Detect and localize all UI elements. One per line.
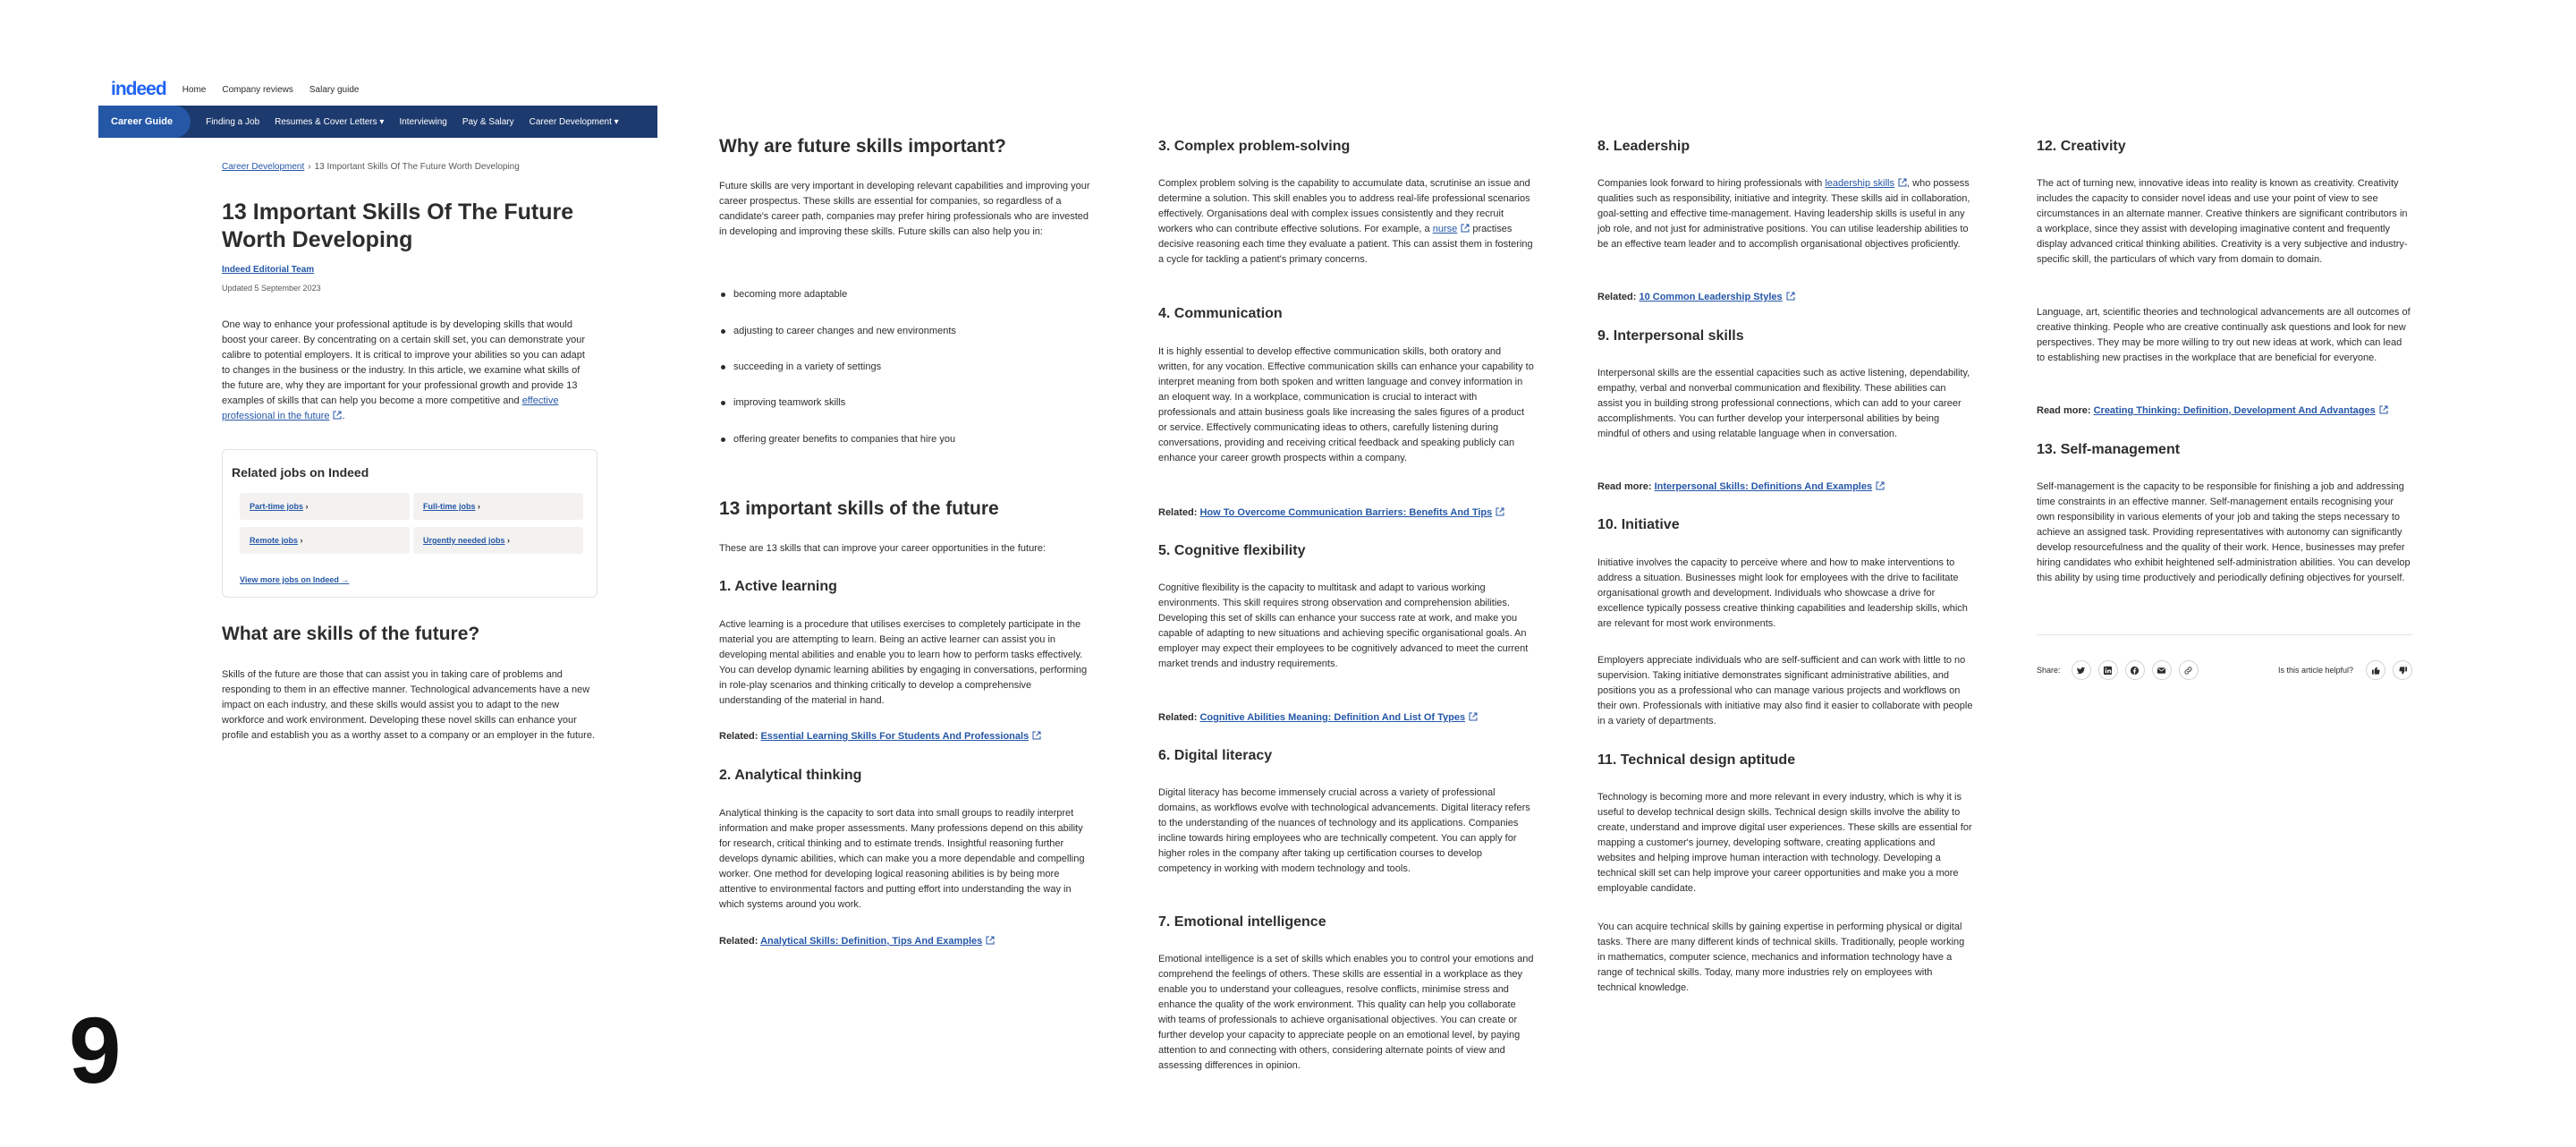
external-link-icon — [1786, 292, 1795, 301]
creativity-text: The act of turning new, innovative ideas into reality is known as creativity. Creativity includes the capacity to consider novel ideas and use your point of view to see circumstances in an alternate manner. Creative thinkers are significant contributors in a workplace, since they assist with developing imaginative content and frequently display advanced critical thinking abilities. Creativity is a very subjective and industry-specific skill, the particulars of which vary from domain to domain. — [2037, 178, 2408, 265]
heading-leadership: 8. Leadership — [1597, 139, 1690, 154]
active-learning-text: Active learning is a procedure that utilises exercises to completely participate in the material you are attempting to learn. Being an active learner can assist you in developing mental abilities and enable you to learn how to perform tasks effectively. You can develop dynamic learning abilities by engaging in conversations, performing in role-play scenarios and thinking critically to develop a comprehensive understanding of the material in hand. — [719, 619, 1088, 706]
job-chip-part-time[interactable]: Part-time jobs › — [240, 493, 410, 520]
job-chip-urgent[interactable]: Urgently needed jobs › — [413, 527, 583, 554]
career-guide-tab[interactable]: Career Guide — [98, 106, 191, 138]
related-link-row: Related: Cognitive Abilities Meaning: Definition And List Of Types — [1158, 712, 1478, 723]
list-item: improving teamwork skills — [721, 397, 845, 408]
related-link-row: Related: 10 Common Leadership Styles — [1597, 292, 1795, 302]
list-item: adjusting to career changes and new environments — [721, 326, 956, 336]
indeed-logo[interactable]: indeed — [111, 79, 166, 99]
list-item: offering greater benefits to companies that hire you — [721, 434, 955, 445]
guide-nav-interviewing[interactable]: Interviewing — [399, 116, 447, 127]
related-link-row: Read more: Creating Thinking: Definition, Development And Advantages — [2037, 405, 2388, 416]
creativity-text-2: Language, art, scientific theories and technological advancements are all outcomes of creative thinking. People who are creative continually ask questions and look for new perspectives. They may be more willing to try out new ideas at work, which can lead to establishing new practises in the workplace that are beneficial for everyone. — [2037, 307, 2411, 363]
arrow-right-icon: → — [341, 575, 350, 584]
share-label: Share: — [2037, 666, 2061, 675]
divider — [2037, 634, 2412, 635]
external-link-icon — [333, 411, 342, 420]
external-link-icon — [1876, 481, 1885, 490]
related-link-row: Read more: Interpersonal Skills: Definitions And Examples — [1597, 481, 1885, 492]
job-chip-remote[interactable]: Remote jobs › — [240, 527, 410, 554]
heading-cognitive-flexibility: 5. Cognitive flexibility — [1158, 543, 1306, 558]
heading-initiative: 10. Initiative — [1597, 517, 1680, 532]
initiative-text: Initiative involves the capacity to perceive where and how to make interventions to address a situation. Businesses might look for employees with the drive to facilitate organisational growth and development. Individuals who showcase a drive for excellence typically possess creative thinking capabilities and leadership skills, which are relevant for most work environments. — [1597, 557, 1968, 629]
share-bar — [2037, 660, 2412, 680]
heading-13-skills: 13 important skills of the future — [719, 498, 999, 519]
guide-nav-finding-a-job[interactable]: Finding a Job — [206, 116, 260, 127]
link-icon[interactable] — [2179, 660, 2199, 680]
related-link-row: Related: How To Overcome Communication Barriers: Benefits And Tips — [1158, 507, 1504, 518]
self-management-text: Self-management is the capacity to be responsible for finishing a job and addressing time constraints in an effective manner. Self-management entails recognising your own responsibility in various elements of your job and taking the steps necessary to achieve an assigned task. Providing representatives with autonomy can significantly develop resourcefulness and the quality of their work. Hence, businesses may prefer hiring candidates who exhibit heightened self-administration abilities. You can develop this ability by using time productively and periodically defining objectives for yourself. — [2037, 481, 2411, 583]
external-link-icon — [1496, 507, 1504, 516]
heading-analytical-thinking: 2. Analytical thinking — [719, 768, 862, 783]
intro-paragraph: One way to enhance your professional aptitude is by developing skills that would boost your career. By concentrating on a certain skill set, you can demonstrate your calibre to potential employers. It is critical to improve your abilities so you can adapt to changes in the business or the industry. In this article, we examine what skills of the future are, why they are important for your professional growth and provide 13 examples of skills that can help you become a more competitive and effective professional in the future . — [222, 319, 585, 421]
related-link-row: Related: Analytical Skills: Definition, Tips And Examples — [719, 936, 995, 947]
related-link-row: Related: Essential Learning Skills For Students And Professionals — [719, 731, 1041, 742]
communication-text: It is highly essential to develop effective communication skills, both oratory and written, for any vocation. Effective communication skills can enhance your capability to interpret meaning from both spoken and written language and convey information in an eloquent way. In a workplace, communication is crucial to interact with professionals and attain business goals like increasing the sales figures of a product or service. Effectively communicating ideas to others, carefully listening during conversations, providing and receiving critical feedback and speaking publicly can enhance your career growth prospects within a company. — [1158, 346, 1534, 463]
heading-why-important: Why are future skills important? — [719, 136, 1006, 157]
external-link-icon — [1461, 224, 1470, 233]
page-number: 9 — [69, 998, 122, 1103]
leadership-text: Companies look forward to hiring professionals with leadership skills , who possess qualities such as responsibility, initiative and integrity. These skills aid in collaboration, goal-setting and effective time-management. Having leadership skills is useful in any job role, and not just for administrative positions. You can utilise leadership abilities to be an effective team leader and to accomplish organisational objectives proficiently. — [1597, 178, 1970, 250]
view-more-jobs-link[interactable]: View more jobs on Indeed → — [240, 575, 350, 584]
guide-nav-resumes[interactable]: Resumes & Cover Letters ▾ — [275, 116, 385, 127]
related-learning-link[interactable]: Essential Learning Skills For Students And Professionals — [760, 731, 1041, 742]
updated-date: Updated 5 September 2023 — [222, 284, 321, 293]
job-chip-full-time[interactable]: Full-time jobs › — [413, 493, 583, 520]
career-guide-bar — [98, 106, 657, 138]
linkedin-icon[interactable] — [2098, 660, 2118, 680]
complex-problem-text: Complex problem solving is the capability to accumulate data, scrutinise an issue and determine a solution. This skill enables you to address real-life professional scenarios effectively. Organisations deal with complex issues consistently and they recruit workers who can contribute effective solutions. For example, a nurse practises decisive reasoning each time they evaluate a patient. This can assist them in fostering a cycle for tackling a patient's primary concerns. — [1158, 178, 1533, 265]
list-item: becoming more adaptable — [721, 289, 847, 300]
technical-design-text: Technology is becoming more and more relevant in every industry, which is why it is useful to develop technical design skills. Technical design skills involve the ability to create, understand and improve digital user experiences. These skills are essential for mapping a customer's journey, developing software, creating applications and websites and helping improve human interaction with technology. Developing a technical skill set can help improve your career opportunities and make you a more employable candidate. — [1597, 792, 1972, 894]
chevron-right-icon: › — [308, 162, 311, 172]
helpful-label: Is this article helpful? — [2277, 666, 2353, 675]
guide-nav-career-development[interactable]: Career Development ▾ — [529, 116, 619, 127]
related-leadership-link[interactable]: 10 Common Leadership Styles — [1639, 292, 1794, 302]
external-link-icon — [986, 936, 995, 945]
initiative-text-2: Employers appreciate individuals who are self-sufficient and can work with little to no supervision. Taking initiative demonstrates significant administrative abilities, and positions you as a professional who can manage various projects and workflows on their own. Professionals with initiative may also find it easier to collaborate with people in a variety of departments. — [1597, 655, 1973, 726]
chevron-right-icon: › — [507, 536, 511, 545]
guide-nav-pay-salary[interactable]: Pay & Salary — [462, 116, 514, 127]
nav-home[interactable]: Home — [182, 84, 207, 95]
external-link-icon — [1898, 178, 1907, 187]
page-title: 13 Important Skills Of The Future Worth Developing — [222, 200, 574, 252]
chevron-right-icon: › — [478, 502, 481, 511]
related-cognitive-link[interactable]: Cognitive Abilities Meaning: Definition And List Of Types — [1199, 712, 1478, 723]
related-communication-link[interactable]: How To Overcome Communication Barriers: Benefits And Tips — [1199, 507, 1504, 518]
chevron-right-icon: › — [300, 536, 303, 545]
nurse-link[interactable]: nurse — [1433, 224, 1470, 234]
related-analytical-link[interactable]: Analytical Skills: Definition, Tips And Examples — [760, 936, 995, 947]
chevron-down-icon: ▾ — [379, 116, 385, 127]
external-link-icon — [1469, 712, 1478, 721]
heading-self-management: 13. Self-management — [2037, 442, 2181, 457]
heading-technical-design: 11. Technical design aptitude — [1597, 752, 1796, 768]
analytical-text: Analytical thinking is the capacity to sort data into small groups to readily interpret information and make proper assessments. Many professions depend on this ability for research, critical thinking and to estimate trends. Insightful reasoning further develops dynamic abilities, which can make you a more dependable and compelling worker. One method for developing logical reasoning abilities is by being more attentive to environmental factors and putting effort into understanding the way in which systems around you work. — [719, 808, 1085, 910]
emotional-intelligence-text: Emotional intelligence is a set of skills which enables you to control your emotions and comprehend the feelings of others. These skills are essential in a workplace as they enable you to understand your colleagues, resolve conflicts, minimise stress and enhance the quality of the work environment. This quality can help you collaborate with teams of professionals to achieve organisational objectives. You can create or further develop your capacity to appreciate people on an emotional level, by paying attention to and connecting with others, considering alternate points of view and assessing differences in opinion. — [1158, 954, 1534, 1071]
interpersonal-text: Interpersonal skills are the essential capacities such as active listening, dependability, empathy, verbal and nonverbal communication and flexibility. These abilities can assist you in building strong professional connections, which can add to your career accomplishments. You can further develop your interpersonal abilities by being mindful of others and using relatable language when in conversation. — [1597, 368, 1970, 439]
external-link-icon — [2379, 405, 2388, 414]
thumbs-down-icon[interactable] — [2393, 660, 2412, 680]
heading-what-are-skills: What are skills of the future? — [222, 624, 480, 644]
heading-emotional-intelligence: 7. Emotional intelligence — [1158, 914, 1326, 930]
nav-salary-guide[interactable]: Salary guide — [309, 84, 360, 95]
top-navigation — [98, 73, 657, 106]
chevron-down-icon: ▾ — [614, 116, 619, 127]
heading-digital-literacy: 6. Digital literacy — [1158, 748, 1273, 763]
breadcrumb-current: 13 Important Skills Of The Future Worth Developing — [314, 162, 520, 172]
what-paragraph: Skills of the future are those that can assist you in taking care of problems and responding to them in an effective manner. Technological advancements have a new impact on each industry, and these skills would assist you to adapt to the new workforce and work environment. Developing these novel skills can enhance your profile and establish you as a worthy asset to a company or an employer in the future. — [222, 669, 596, 741]
digital-literacy-text: Digital literacy has become immensely crucial across a variety of professional domains, as workflows evolve with technological advancements. Digital literacy refers to the understanding of the nuances of technology and its applications. Companies incline towards hiring employees who are technically competent. You can apply for higher roles in the company after taking up certification courses to develop competency in working with modern technology and tools. — [1158, 787, 1530, 874]
nav-company-reviews[interactable]: Company reviews — [222, 84, 293, 95]
email-icon[interactable] — [2152, 660, 2172, 680]
heading-creativity: 12. Creativity — [2037, 139, 2126, 154]
breadcrumb — [222, 162, 520, 172]
chevron-right-icon: › — [305, 502, 309, 511]
related-jobs-card — [222, 449, 597, 598]
related-jobs-title: Related jobs on Indeed — [232, 465, 369, 480]
related-creativity-link[interactable]: Creating Thinking: Definition, Development And Advantages — [2094, 405, 2388, 416]
thumbs-up-icon[interactable] — [2366, 660, 2385, 680]
breadcrumb-parent[interactable]: Career Development — [222, 162, 305, 172]
cognitive-text: Cognitive flexibility is the capacity to multitask and adapt to various working environments. This skill requires strong observation and comprehension abilities. Developing this set of skills can enhance your success rate at work, and make you capable of adapting to new situations and achieving specific organisational goals. An employer may expect their employees to be cognitively advanced to meet the current market trends and industry requirements. — [1158, 582, 1529, 669]
heading-complex-problem: 3. Complex problem-solving — [1158, 139, 1351, 154]
heading-communication: 4. Communication — [1158, 306, 1283, 321]
related-interpersonal-link[interactable]: Interpersonal Skills: Definitions And Examples — [1655, 481, 1885, 492]
technical-design-text-2: You can acquire technical skills by gaining expertise in performing physical or digital tasks. There are many different kinds of technical skills. Traditionally, people working in mathematics, computer science, mechanics and information technology have a range of technical skills. Today, many more industries rely on employees with technical knowledge. — [1597, 922, 1965, 993]
list-item: succeeding in a variety of settings — [721, 361, 881, 372]
facebook-icon[interactable] — [2125, 660, 2145, 680]
heading-active-learning: 1. Active learning — [719, 579, 837, 594]
heading-interpersonal: 9. Interpersonal skills — [1597, 328, 1744, 344]
leadership-skills-link[interactable]: leadership skills — [1825, 178, 1907, 189]
external-link-icon — [1032, 731, 1041, 740]
why-paragraph: Future skills are very important in developing relevant capabilities and improving your career prospectus. These skills are essential for companies, so regardless of a candidate's career path, companies may prefer hiring professionals who are invested in developing and improving these skills. Future skills can also help you in: — [719, 181, 1090, 237]
list-intro: These are 13 skills that can improve your career opportunities in the future: — [719, 543, 1046, 554]
twitter-icon[interactable] — [2072, 660, 2091, 680]
author-link[interactable]: Indeed Editorial Team — [222, 265, 315, 275]
intro-link[interactable]: effective professional in the future — [222, 395, 559, 421]
